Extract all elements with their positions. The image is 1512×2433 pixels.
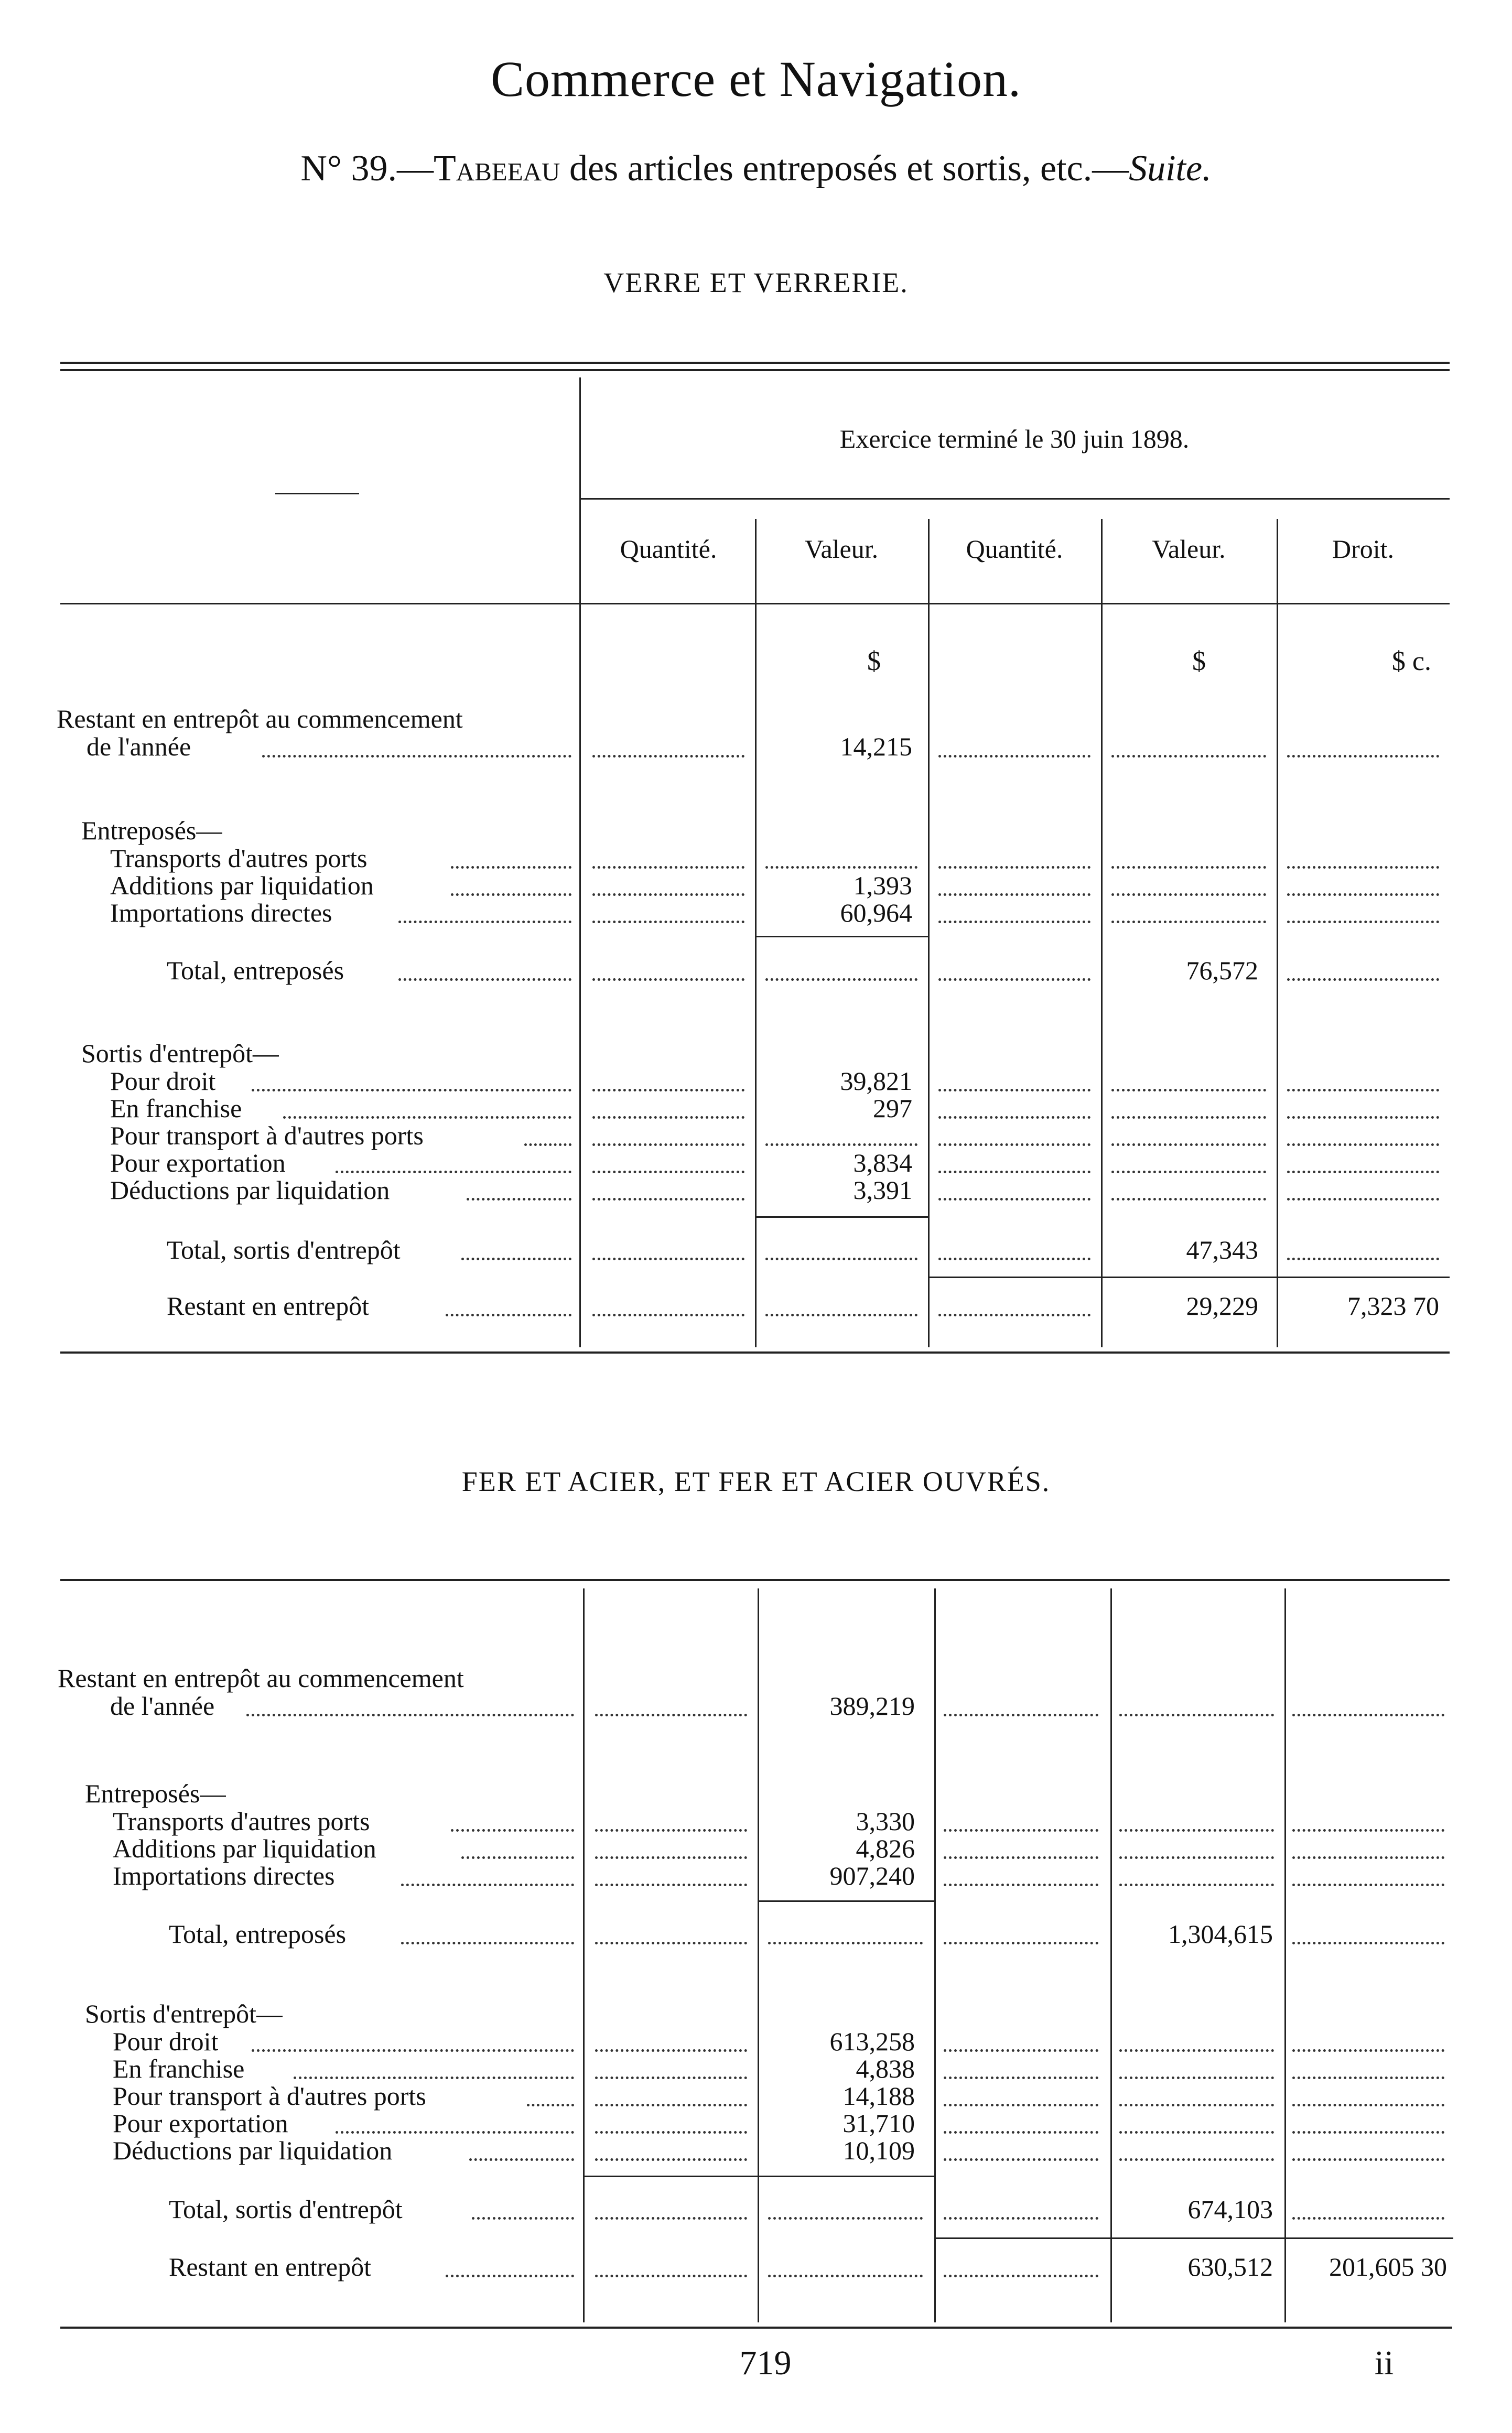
table1-col-divider-3 [928, 519, 930, 1347]
leader-dots [1292, 2131, 1444, 2134]
row-opening-label-1: Restant en entrepôt au commencement [58, 1663, 464, 1693]
leader-dots [398, 921, 571, 923]
leader-dots [1292, 1829, 1444, 1832]
leader-dots [592, 893, 744, 896]
row-transport-label: Pour transport à d'autres ports [110, 1121, 424, 1150]
deductions-value: 10,109 [843, 2136, 915, 2165]
leader-dots [592, 921, 744, 923]
exportation-value: 31,710 [843, 2108, 915, 2138]
leader-dots [938, 893, 1090, 896]
importations-value: 60,964 [840, 898, 912, 927]
leader-dots [446, 1314, 571, 1316]
leader-dots [1111, 866, 1266, 869]
total-out-value: 674,103 [1187, 2194, 1273, 2224]
leader-dots [283, 1116, 571, 1119]
row-importations-label: Importations directes [113, 1861, 335, 1890]
row-importations-label: Importations directes [110, 898, 332, 927]
leader-dots [944, 1714, 1098, 1716]
table-number: N° 39.— [300, 148, 434, 189]
leader-dots [252, 1089, 571, 1091]
table-word: Tabeeau [433, 148, 560, 189]
leader-dots [446, 2275, 574, 2277]
leader-dots [592, 1198, 744, 1201]
leader-dots [252, 2049, 574, 2052]
leader-dots [938, 1198, 1090, 1201]
row-total-in-label: Total, entreposés [169, 1919, 347, 1949]
row-deductions-label: Déductions par liquidation [113, 2136, 393, 2165]
leader-dots [592, 1116, 744, 1119]
leader-dots [592, 866, 744, 869]
row-franchise-label: En franchise [110, 1094, 242, 1123]
page-number: 719 [739, 2344, 792, 2382]
leader-dots [451, 893, 571, 896]
leader-dots [401, 1884, 574, 1886]
leader-dots [1287, 921, 1439, 923]
leader-dots [1119, 2049, 1274, 2052]
leader-dots [944, 1942, 1098, 1944]
total-in-value: 1,304,615 [1168, 1919, 1273, 1949]
leader-dots [595, 1714, 747, 1716]
leader-dots [768, 2275, 923, 2277]
leader-dots [1119, 2104, 1274, 2106]
leader-dots [765, 978, 917, 981]
table2-col-divider-3 [934, 1588, 936, 2322]
leader-dots [467, 1198, 571, 1201]
leader-dots [1287, 866, 1439, 869]
leader-dots [944, 2049, 1098, 2052]
droit-value: 613,258 [829, 2027, 915, 2056]
deductions-value: 3,391 [853, 1175, 912, 1205]
stub-dash [275, 493, 359, 494]
exportation-value: 3,834 [853, 1148, 912, 1177]
transport-value: 14,188 [843, 2081, 915, 2111]
leader-dots [1287, 1258, 1439, 1260]
remaining-duty: 7,323 70 [1347, 1291, 1439, 1321]
droit-value: 39,821 [840, 1066, 912, 1096]
sum-rule [928, 1277, 1450, 1278]
leader-dots [938, 1143, 1090, 1146]
leader-dots [1111, 1143, 1266, 1146]
row-total-out-label: Total, sortis d'entrepôt [167, 1235, 401, 1264]
leader-dots [938, 1258, 1090, 1260]
leader-dots [595, 2275, 747, 2277]
col-header-valeur-2: Valeur. [1152, 534, 1226, 564]
leader-dots [938, 1089, 1090, 1091]
leader-dots [451, 866, 571, 869]
leader-dots [1287, 1198, 1439, 1201]
leader-dots [938, 1314, 1090, 1316]
leader-dots [1119, 1714, 1274, 1716]
leader-dots [944, 1856, 1098, 1859]
total-out-value: 47,343 [1186, 1235, 1258, 1264]
row-additions-label: Additions par liquidation [110, 871, 374, 900]
leader-dots [294, 2077, 574, 2079]
leader-dots [592, 978, 744, 981]
importations-value: 907,240 [829, 1861, 915, 1890]
leader-dots [246, 1714, 574, 1716]
table1-col-divider-1 [579, 377, 581, 1347]
col-header-valeur-1: Valeur. [804, 534, 879, 564]
leader-dots [592, 1143, 744, 1146]
franchise-value: 297 [873, 1094, 912, 1123]
row-franchise-label: En franchise [113, 2054, 245, 2083]
leader-dots [1111, 1198, 1266, 1201]
leader-dots [592, 755, 744, 758]
leader-dots [595, 2131, 747, 2134]
leader-dots [1292, 1714, 1444, 1716]
sum-rule [583, 2176, 934, 2177]
exercise-underline [579, 498, 1450, 500]
table1-col-divider-4 [1101, 519, 1103, 1347]
leader-dots [527, 2104, 574, 2106]
sum-rule [758, 1900, 934, 1902]
row-remaining-label: Restant en entrepôt [167, 1291, 369, 1321]
unit-dollar-2: $ [1192, 646, 1206, 676]
leader-dots [595, 1856, 747, 1859]
sum-rule [755, 936, 928, 937]
leader-dots [765, 1143, 917, 1146]
leader-dots [595, 2049, 747, 2052]
additions-value: 1,393 [853, 871, 912, 900]
section-title-verre: VERRE ET VERRERIE. [603, 267, 909, 298]
leader-dots [1119, 2131, 1274, 2134]
leader-dots [461, 1856, 574, 1859]
leader-dots [461, 1258, 571, 1260]
leader-dots [1119, 1856, 1274, 1859]
entreposes-heading: Entreposés— [81, 816, 223, 845]
leader-dots [1287, 1171, 1439, 1173]
leader-dots [592, 1258, 744, 1260]
leader-dots [398, 978, 571, 981]
row-transport-label: Pour transport à d'autres ports [113, 2081, 426, 2111]
row-exportation-label: Pour exportation [113, 2108, 288, 2138]
leader-dots [768, 2217, 923, 2220]
leader-dots [592, 1171, 744, 1173]
leader-dots [938, 1116, 1090, 1119]
row-droit-label: Pour droit [113, 2027, 219, 2056]
leader-dots [595, 2158, 747, 2161]
col-header-droit: Droit. [1332, 534, 1395, 564]
leader-dots [1119, 2077, 1274, 2079]
leader-dots [595, 2217, 747, 2220]
leader-dots [1292, 1884, 1444, 1886]
table2-col-divider-5 [1284, 1588, 1286, 2322]
leader-dots [336, 2131, 574, 2134]
leader-dots [944, 2217, 1098, 2220]
table1-col-divider-5 [1277, 519, 1278, 1347]
leader-dots [944, 1829, 1098, 1832]
row-remaining-label: Restant en entrepôt [169, 2252, 371, 2281]
total-in-value: 76,572 [1186, 956, 1258, 985]
leader-dots [1111, 1171, 1266, 1173]
leader-dots [595, 1942, 747, 1944]
leader-dots [1287, 893, 1439, 896]
opening-value: 14,215 [840, 732, 912, 761]
leader-dots [1119, 1829, 1274, 1832]
leader-dots [592, 1089, 744, 1091]
leader-dots [1111, 1089, 1266, 1091]
leader-dots [336, 1171, 571, 1173]
col-header-quantite-1: Quantité. [620, 534, 717, 564]
table2-top-rule [60, 1579, 1450, 1581]
leader-dots [938, 1171, 1090, 1173]
leader-dots [765, 866, 917, 869]
header-bottom-rule [60, 603, 1450, 604]
additions-value: 4,826 [856, 1834, 915, 1863]
sortis-heading: Sortis d'entrepôt— [81, 1039, 279, 1068]
leader-dots [1287, 755, 1439, 758]
exercise-header: Exercice terminé le 30 juin 1898. [839, 424, 1190, 453]
unit-dollar-cents: $ c. [1391, 646, 1431, 676]
leader-dots [938, 755, 1090, 758]
leader-dots [1287, 1143, 1439, 1146]
table-subtitle [0, 148, 1512, 190]
leader-dots [524, 1143, 571, 1146]
leader-dots [765, 1258, 917, 1260]
row-transports-label: Transports d'autres ports [110, 844, 368, 873]
section-title-fer: FER ET ACIER, ET FER ET ACIER OUVRÉS. [461, 1466, 1051, 1497]
leader-dots [1111, 1116, 1266, 1119]
leader-dots [765, 1314, 917, 1316]
leader-dots [944, 2275, 1098, 2277]
opening-value: 389,219 [829, 1691, 915, 1721]
leader-dots [944, 1884, 1098, 1886]
leader-dots [1111, 893, 1266, 896]
table2-bottom-rule [60, 2327, 1452, 2329]
sum-rule [755, 1216, 928, 1218]
row-droit-label: Pour droit [110, 1066, 216, 1096]
transports-value: 3,330 [856, 1807, 915, 1836]
leader-dots [595, 1829, 747, 1832]
table1-top-rule-2 [60, 369, 1450, 371]
page-title: Commerce et Navigation. [490, 51, 1021, 107]
leader-dots [595, 1884, 747, 1886]
leader-dots [944, 2077, 1098, 2079]
table1-top-rule-1 [60, 362, 1450, 364]
table2-col-divider-1 [583, 1588, 585, 2322]
row-exportation-label: Pour exportation [110, 1148, 286, 1177]
remaining-value: 29,229 [1186, 1291, 1258, 1321]
franchise-value: 4,838 [856, 2054, 915, 2083]
leader-dots [1292, 2217, 1444, 2220]
leader-dots [1119, 1884, 1274, 1886]
table-description: des articles entreposés et sortis, etc.— [560, 148, 1129, 189]
row-total-in-label: Total, entreposés [167, 956, 344, 985]
leader-dots [1111, 921, 1266, 923]
remaining-duty: 201,605 30 [1329, 2252, 1447, 2281]
unit-dollar-1: $ [867, 646, 881, 676]
row-opening-label-2: de l'année [87, 732, 191, 761]
leader-dots [1292, 1856, 1444, 1859]
leader-dots [469, 2158, 574, 2161]
leader-dots [1292, 2077, 1444, 2079]
leader-dots [1287, 978, 1439, 981]
leader-dots [1292, 1942, 1444, 1944]
leader-dots [592, 1314, 744, 1316]
leader-dots [595, 2077, 747, 2079]
leader-dots [262, 755, 571, 758]
row-opening-label-2: de l'année [110, 1691, 215, 1721]
leader-dots [1292, 2158, 1444, 2161]
page-roman-numeral: ii [1374, 2344, 1394, 2382]
leader-dots [938, 866, 1090, 869]
sum-rule [934, 2237, 1453, 2239]
row-deductions-label: Déductions par liquidation [110, 1175, 390, 1205]
leader-dots [451, 1829, 574, 1832]
leader-dots [1292, 2049, 1444, 2052]
entreposes-heading: Entreposés— [85, 1779, 226, 1808]
suite-label: Suite. [1129, 148, 1212, 189]
remaining-value: 630,512 [1187, 2252, 1273, 2281]
leader-dots [944, 2104, 1098, 2106]
leader-dots [944, 2158, 1098, 2161]
leader-dots [401, 1942, 574, 1944]
row-total-out-label: Total, sortis d'entrepôt [169, 2194, 403, 2224]
leader-dots [1287, 1089, 1439, 1091]
leader-dots [944, 2131, 1098, 2134]
leader-dots [938, 921, 1090, 923]
leader-dots [1111, 755, 1266, 758]
row-additions-label: Additions par liquidation [113, 1834, 376, 1863]
sortis-heading: Sortis d'entrepôt— [85, 1999, 283, 2028]
leader-dots [1292, 2104, 1444, 2106]
row-opening-label-1: Restant en entrepôt au commencement [57, 704, 463, 733]
table1-col-divider-2 [755, 519, 757, 1347]
leader-dots [768, 1942, 923, 1944]
leader-dots [1287, 1116, 1439, 1119]
col-header-quantite-2: Quantité. [966, 534, 1063, 564]
leader-dots [938, 978, 1090, 981]
row-transports-label: Transports d'autres ports [113, 1807, 370, 1836]
leader-dots [1119, 2158, 1274, 2161]
table1-bottom-rule [60, 1351, 1450, 1354]
leader-dots [472, 2217, 574, 2220]
leader-dots [595, 2104, 747, 2106]
